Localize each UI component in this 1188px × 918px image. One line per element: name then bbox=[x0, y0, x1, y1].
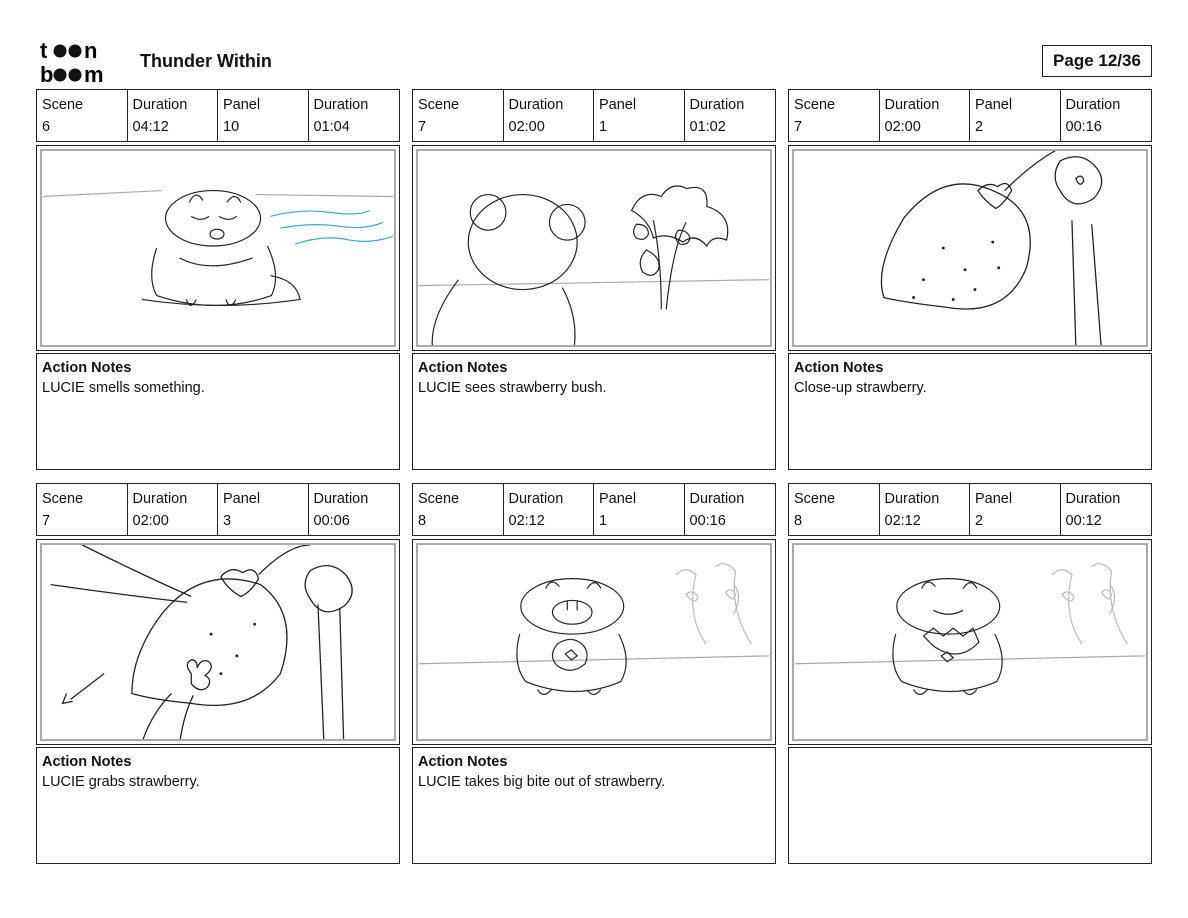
paw-grabs-strawberry-sketch bbox=[42, 545, 394, 739]
panel-header bbox=[412, 483, 776, 536]
scene-label: Scene bbox=[794, 491, 836, 507]
panel-duration-label: Duration bbox=[689, 97, 745, 113]
panel-label: Panel bbox=[223, 97, 261, 113]
panel-duration: 00:16 bbox=[689, 513, 726, 529]
scene-number: 7 bbox=[418, 119, 427, 135]
panel-duration-label: Duration bbox=[689, 491, 745, 507]
action-notes bbox=[788, 747, 1152, 864]
panel-label: Panel bbox=[223, 491, 261, 507]
panel-duration-label: Duration bbox=[1065, 97, 1121, 113]
scene-duration: 02:12 bbox=[508, 513, 545, 529]
panel-duration: 00:06 bbox=[313, 513, 350, 529]
scene-duration-label: Duration bbox=[508, 491, 564, 507]
panel-label: Panel bbox=[975, 97, 1013, 113]
panel-number: 1 bbox=[599, 513, 608, 529]
panel-header bbox=[36, 89, 400, 142]
page-indicator: Page 12/36 bbox=[1042, 45, 1152, 77]
scene-label: Scene bbox=[418, 491, 460, 507]
panel-number: 1 bbox=[599, 119, 608, 135]
panel-number: 2 bbox=[975, 119, 984, 135]
action-notes bbox=[36, 353, 400, 470]
action-notes-title: Action Notes bbox=[42, 360, 132, 376]
scene-duration-label: Duration bbox=[884, 491, 940, 507]
action-notes-title: Action Notes bbox=[418, 754, 508, 770]
scene-label: Scene bbox=[418, 97, 460, 113]
toonboom-logo bbox=[38, 38, 128, 86]
scene-number: 7 bbox=[794, 119, 803, 135]
scene-duration: 02:00 bbox=[884, 119, 921, 135]
panel-duration: 01:04 bbox=[313, 119, 350, 135]
action-notes bbox=[412, 353, 776, 470]
panel-duration: 01:02 bbox=[689, 119, 726, 135]
hamster-chewing-strawberry-sketch bbox=[794, 545, 1146, 739]
panel-image[interactable] bbox=[412, 145, 776, 351]
action-notes-title: Action Notes bbox=[42, 754, 132, 770]
scene-number: 7 bbox=[42, 513, 51, 529]
panel-number: 3 bbox=[223, 513, 232, 529]
panel-duration-label: Duration bbox=[1065, 491, 1121, 507]
action-notes bbox=[412, 747, 776, 864]
action-notes-text: LUCIE grabs strawberry. bbox=[42, 774, 200, 790]
scene-duration: 04:12 bbox=[132, 119, 169, 135]
panel-image[interactable] bbox=[788, 145, 1152, 351]
scene-duration: 02:00 bbox=[132, 513, 169, 529]
panel-duration: 00:12 bbox=[1065, 513, 1102, 529]
document-title: Thunder Within bbox=[140, 51, 272, 71]
panel-duration: 00:16 bbox=[1065, 119, 1102, 135]
scene-duration-label: Duration bbox=[132, 97, 188, 113]
scene-number: 6 bbox=[42, 119, 51, 135]
panel-duration-label: Duration bbox=[313, 97, 369, 113]
scene-label: Scene bbox=[794, 97, 836, 113]
action-notes-text: LUCIE sees strawberry bush. bbox=[418, 380, 607, 396]
action-notes-title: Action Notes bbox=[794, 360, 884, 376]
action-notes bbox=[36, 747, 400, 864]
scene-label: Scene bbox=[42, 491, 84, 507]
panel-header bbox=[788, 89, 1152, 142]
svg-text:t: t bbox=[40, 38, 48, 63]
action-notes-title: Action Notes bbox=[418, 360, 508, 376]
scene-duration-label: Duration bbox=[508, 97, 564, 113]
hamster-sniffing-sketch bbox=[42, 151, 394, 345]
panel-label: Panel bbox=[599, 491, 637, 507]
panel-label: Panel bbox=[599, 97, 637, 113]
action-notes-text: Close-up strawberry. bbox=[794, 380, 927, 396]
panel-number: 2 bbox=[975, 513, 984, 529]
panel-label: Panel bbox=[975, 491, 1013, 507]
hamster-back-strawberry-bush-sketch bbox=[418, 151, 770, 345]
action-notes bbox=[788, 353, 1152, 470]
scene-duration: 02:12 bbox=[884, 513, 921, 529]
panel-duration-label: Duration bbox=[313, 491, 369, 507]
panel-image[interactable] bbox=[36, 539, 400, 745]
scene-duration-label: Duration bbox=[884, 97, 940, 113]
scene-number: 8 bbox=[418, 513, 427, 529]
scene-number: 8 bbox=[794, 513, 803, 529]
panel-image[interactable] bbox=[788, 539, 1152, 745]
svg-text:n: n bbox=[84, 38, 98, 63]
panel-image[interactable] bbox=[36, 145, 400, 351]
panel-header bbox=[788, 483, 1152, 536]
panel-header bbox=[412, 89, 776, 142]
svg-text:b: b bbox=[40, 62, 54, 86]
svg-text:m: m bbox=[84, 62, 104, 86]
scene-label: Scene bbox=[42, 97, 84, 113]
action-notes-text: LUCIE takes big bite out of strawberry. bbox=[418, 774, 666, 790]
scene-duration: 02:00 bbox=[508, 119, 545, 135]
strawberry-closeup-sketch bbox=[794, 151, 1146, 345]
hamster-biting-strawberry-sketch bbox=[418, 545, 770, 739]
panel-image[interactable] bbox=[412, 539, 776, 745]
action-notes-text: LUCIE smells something. bbox=[42, 380, 205, 396]
panel-header bbox=[36, 483, 400, 536]
panel-number: 10 bbox=[223, 119, 240, 135]
scene-duration-label: Duration bbox=[132, 491, 188, 507]
